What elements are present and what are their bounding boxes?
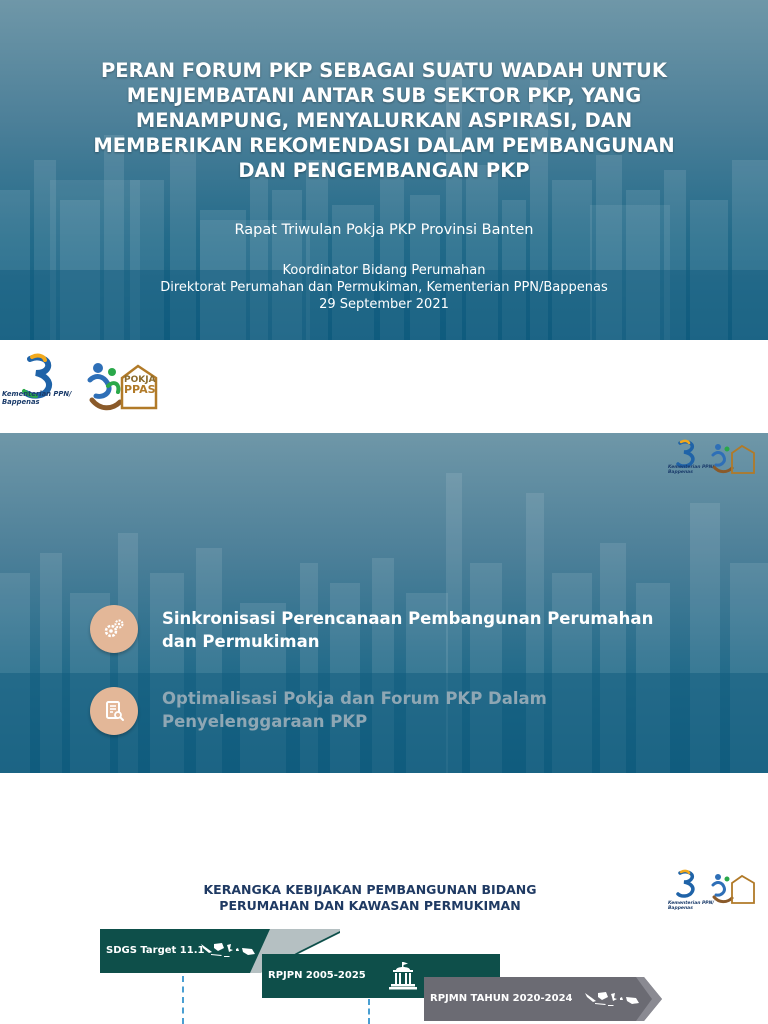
indonesia-map-icon (584, 989, 640, 1009)
timeline-item-label: RPJMN TAHUN 2020-2024 (430, 993, 573, 1004)
slide-subtitle: Rapat Triwulan Pokja PKP Provinsi Banten (234, 222, 534, 238)
presenter-info (0, 262, 768, 313)
agenda-slide (0, 433, 768, 773)
logo-strip (0, 340, 768, 433)
indonesia-map-icon (200, 940, 256, 960)
document-search-icon (90, 687, 138, 735)
header-logo-caption: Kementerian PPN/ Bappenas (668, 465, 715, 475)
presenter-organization: Direktorat Perumahan dan Permukiman, Kementerian PPN/Bappenas (160, 280, 608, 295)
timeline-connector (182, 976, 184, 1024)
title-slide (0, 0, 768, 340)
timeline-connector (368, 999, 370, 1024)
agenda-item-sinkronisasi[interactable] (90, 605, 710, 657)
timeline-item-label: SDGS Target 11.1 (106, 945, 205, 956)
header-logos (668, 439, 764, 485)
slide-title: KERANGKA KEBIJAKAN PEMBANGUNAN BIDANG PERUMAHAN DAN KAWASAN PERMUKIMAN (203, 882, 537, 913)
timeline-item-label: RPJPN 2005-2025 (268, 970, 366, 981)
agenda-item-label: Optimalisasi Pokja dan Forum PKP Dalam Penyelenggaraan PKP (162, 689, 547, 731)
agenda-item-label: Sinkronisasi Perencanaan Pembangunan Perumahan dan Permukiman (162, 609, 654, 651)
header-logo-caption: Kementerian PPN/ Bappenas (668, 901, 715, 911)
agenda-item-optimalisasi[interactable] (90, 687, 710, 739)
presentation-date: 29 September 2021 (319, 297, 449, 312)
policy-framework-slide (0, 773, 768, 1024)
gears-icon (90, 605, 138, 653)
bappenas-logo-caption: Kementerian PPN/ Bappenas (2, 390, 72, 406)
bappenas-logo (8, 353, 74, 425)
pokja-ppas-logo-text: POKJA PPAS (124, 375, 156, 396)
timeline-item-rpjmn[interactable] (424, 977, 662, 1021)
government-building-icon (388, 962, 418, 990)
slide-title: PERAN FORUM PKP SEBAGAI SUATU WADAH UNTUK MENJEMBATANI ANTAR SUB SEKTOR PKP, YANG MENAMPUNG, MENYALURKAN ASPIRASI, DAN MEMBERIKAN REKOMENDASI DALAM PEMBANGUNAN DAN PENGEMBANGAN PKP (93, 59, 675, 182)
presenter-role: Koordinator Bidang Perumahan (282, 263, 486, 278)
